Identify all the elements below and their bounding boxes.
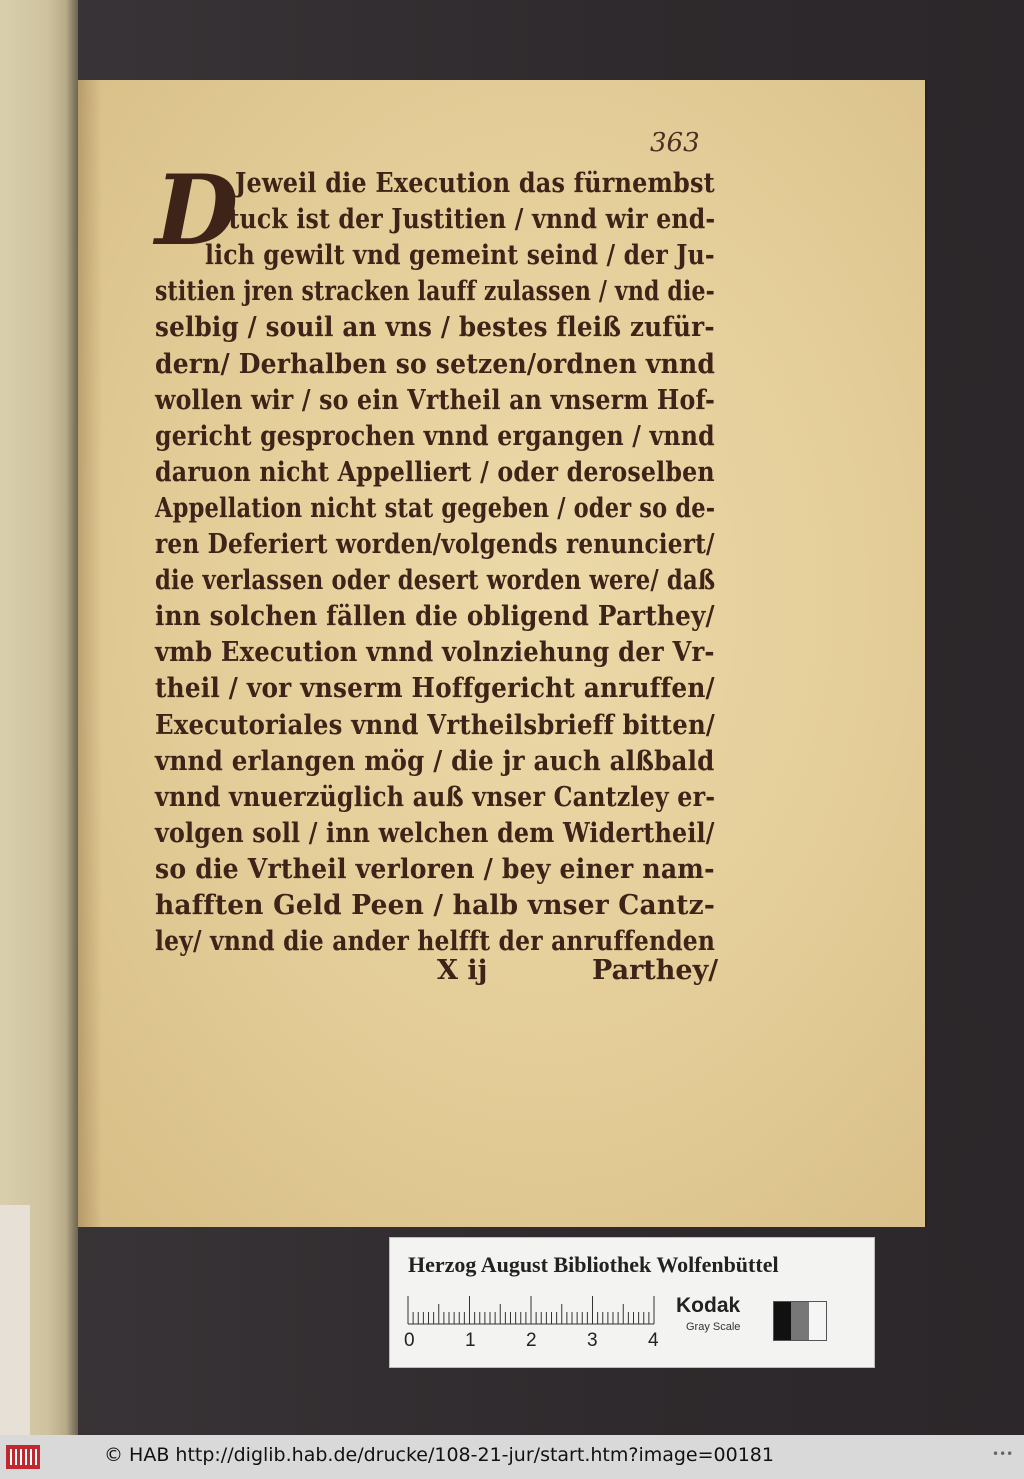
text-line: wollen wir / so ein Vrtheil an vnserm Hof-: [155, 384, 715, 416]
swatch-white: [809, 1302, 826, 1340]
hab-logo-icon: [6, 1445, 40, 1469]
ruler-number: 1: [465, 1330, 476, 1351]
text-line: vnnd vnuerzüglich auß vnser Cantzley er-: [155, 781, 716, 813]
text-line: Appellation nicht stat gegeben / oder so de-: [155, 492, 716, 524]
verso-paper-strip: [0, 1205, 30, 1435]
library-label-card: [389, 1237, 875, 1368]
text-line: gericht gesprochen vnnd ergangen / vnnd: [155, 420, 715, 452]
ruler-number: 0: [404, 1330, 415, 1351]
text-line: so die Vrtheil verloren / bey einer nam-: [155, 853, 715, 885]
text-line: daruon nicht Appelliert / oder deroselben: [155, 456, 715, 488]
text-line: Executoriales vnnd Vrtheilsbrieff bitten/: [155, 709, 715, 741]
text-line: inn solchen fällen die obligend Parthey/: [155, 601, 715, 633]
text-line: ley/ vnnd die ander helfft der anruffenden: [155, 926, 716, 958]
swatch-gray: [791, 1302, 808, 1340]
text-line: dern/ Derhalben so setzen/ordnen vnnd: [155, 348, 716, 380]
copyright-link[interactable]: © HAB http://diglib.hab.de/drucke/108-21-jur/start.htm?image=00181: [104, 1444, 774, 1466]
catchword: Parthey/: [592, 955, 719, 986]
library-name: Herzog August Bibliothek Wolfenbüttel: [408, 1252, 779, 1277]
text-line: lich gewilt vnd gemeint seind / der Ju-: [205, 240, 715, 272]
text-line: ren Deferiert worden/volgends renunciert/: [155, 529, 715, 560]
measurement-ruler: [406, 1294, 656, 1326]
gray-scale-label: Gray Scale: [686, 1321, 741, 1333]
text-line: volgen soll / inn welchen dem Widertheil/: [155, 817, 715, 849]
text-line: die verlassen oder desert worden were/ daß: [155, 565, 716, 597]
folio-number: 363: [650, 128, 700, 158]
text-line: selbig / souil an vns / bestes fleiß zufür-: [155, 312, 715, 344]
footer-bar: [0, 1435, 1024, 1479]
text-line: vnnd erlangen mög / die jr auch alßbald: [155, 745, 715, 777]
text-line: Jeweil die Execution das fürnembst: [235, 168, 715, 199]
page-fold-shading: [78, 80, 102, 1227]
ruler-numbers: [404, 1330, 664, 1356]
text-line: stitien jren stracken lauff zulassen / vnd die-: [155, 276, 715, 308]
ruler-number: 4: [648, 1330, 659, 1351]
ruler-number: 3: [587, 1330, 598, 1351]
swatch-black: [774, 1302, 791, 1340]
text-line: vmb Execution vnnd volnziehung der Vr-: [155, 637, 715, 669]
gutter-shadow: [66, 0, 78, 1435]
drop-cap-initial: D: [155, 154, 239, 267]
kodak-brand: Kodak: [676, 1294, 741, 1317]
gray-scale-swatches: [773, 1301, 827, 1341]
text-line: hafften Geld Peen / halb vnser Cantz-: [155, 890, 716, 921]
more-icon[interactable]: •••: [992, 1447, 1014, 1461]
text-line: theil / vor vnserm Hoffgericht anruffen/: [155, 673, 715, 705]
signature-mark: X ij: [437, 955, 488, 986]
text-line: stuck ist der Justitien / vnnd wir end-: [215, 204, 716, 236]
ruler-number: 2: [526, 1330, 537, 1351]
